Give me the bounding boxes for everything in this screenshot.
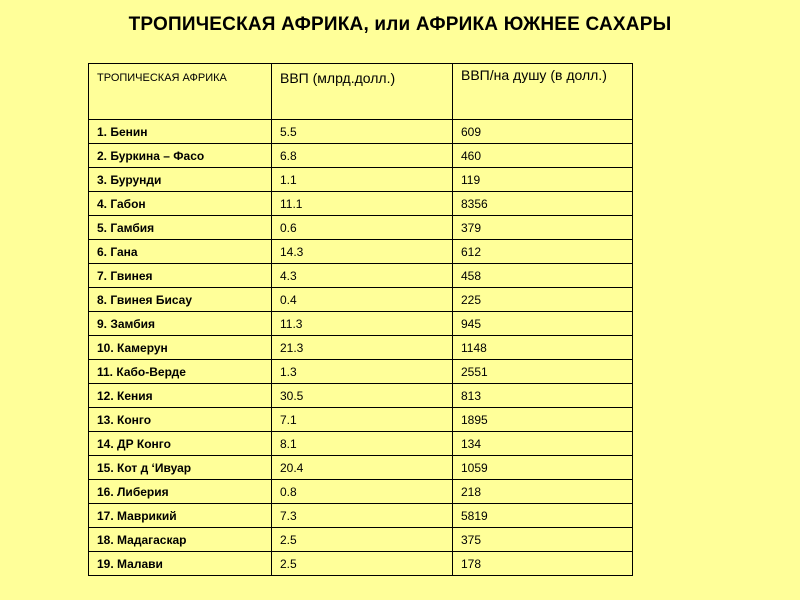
gdp-per-capita-cell: 8356 (453, 192, 633, 216)
table-row (89, 216, 633, 240)
gdp-per-capita-cell: 945 (453, 312, 633, 336)
country-cell: 16. Либерия (89, 480, 272, 504)
table-row (89, 360, 633, 384)
gdp-per-capita-cell: 178 (453, 552, 633, 576)
gdp-per-capita-cell: 225 (453, 288, 633, 312)
table-row (89, 456, 633, 480)
country-cell: 19. Малави (89, 552, 272, 576)
gdp-per-capita-cell: 218 (453, 480, 633, 504)
header-gdp-per-capita: ВВП/на душу (в долл.) (453, 64, 633, 120)
gdp-per-capita-cell: 612 (453, 240, 633, 264)
table-row (89, 504, 633, 528)
table-body (89, 120, 633, 576)
table-row (89, 288, 633, 312)
gdp-per-capita-cell: 609 (453, 120, 633, 144)
table-row (89, 432, 633, 456)
gdp-cell: 1.3 (272, 360, 453, 384)
country-cell: 9. Замбия (89, 312, 272, 336)
gdp-per-capita-cell: 134 (453, 432, 633, 456)
slide-title: ТРОПИЧЕСКАЯ АФРИКА, или АФРИКА ЮЖНЕЕ САХАРЫ (128, 14, 672, 35)
header-gdp: ВВП (млрд.долл.) (272, 64, 453, 120)
table-row (89, 552, 633, 576)
country-cell: 15. Кот д ‘Ивуар (89, 456, 272, 480)
country-cell: 18. Мадагаскар (89, 528, 272, 552)
gdp-cell: 2.5 (272, 528, 453, 552)
country-cell: 1. Бенин (89, 120, 272, 144)
gdp-cell: 8.1 (272, 432, 453, 456)
country-cell: 17. Маврикий (89, 504, 272, 528)
table-row (89, 384, 633, 408)
table-row (89, 312, 633, 336)
gdp-cell: 4.3 (272, 264, 453, 288)
gdp-per-capita-cell: 119 (453, 168, 633, 192)
table-row (89, 264, 633, 288)
country-cell: 12. Кения (89, 384, 272, 408)
gdp-cell: 6.8 (272, 144, 453, 168)
country-cell: 5. Гамбия (89, 216, 272, 240)
gdp-per-capita-cell: 813 (453, 384, 633, 408)
table-row (89, 168, 633, 192)
gdp-cell: 1.1 (272, 168, 453, 192)
country-cell: 8. Гвинея Бисау (89, 288, 272, 312)
country-cell: 3. Бурунди (89, 168, 272, 192)
gdp-cell: 14.3 (272, 240, 453, 264)
country-cell: 4. Габон (89, 192, 272, 216)
gdp-cell: 11.3 (272, 312, 453, 336)
gdp-cell: 5.5 (272, 120, 453, 144)
gdp-cell: 11.1 (272, 192, 453, 216)
country-cell: 6. Гана (89, 240, 272, 264)
country-cell: 11. Кабо-Верде (89, 360, 272, 384)
country-cell: 2. Буркина – Фасо (89, 144, 272, 168)
gdp-per-capita-cell: 458 (453, 264, 633, 288)
table-row (89, 120, 633, 144)
table-row (89, 192, 633, 216)
gdp-cell: 7.1 (272, 408, 453, 432)
country-cell: 10. Камерун (89, 336, 272, 360)
table-row (89, 144, 633, 168)
table-row (89, 336, 633, 360)
table-row (89, 480, 633, 504)
gdp-table (88, 63, 633, 576)
table-row (89, 240, 633, 264)
gdp-cell: 7.3 (272, 504, 453, 528)
gdp-per-capita-cell: 1148 (453, 336, 633, 360)
gdp-per-capita-cell: 2551 (453, 360, 633, 384)
gdp-cell: 2.5 (272, 552, 453, 576)
gdp-per-capita-cell: 1895 (453, 408, 633, 432)
table-row (89, 408, 633, 432)
gdp-cell: 0.4 (272, 288, 453, 312)
gdp-cell: 21.3 (272, 336, 453, 360)
gdp-per-capita-cell: 379 (453, 216, 633, 240)
table-header-row (89, 64, 633, 120)
country-cell: 14. ДР Конго (89, 432, 272, 456)
table-row (89, 528, 633, 552)
gdp-per-capita-cell: 1059 (453, 456, 633, 480)
gdp-per-capita-cell: 460 (453, 144, 633, 168)
gdp-per-capita-cell: 5819 (453, 504, 633, 528)
gdp-cell: 0.8 (272, 480, 453, 504)
gdp-cell: 30.5 (272, 384, 453, 408)
header-country: ТРОПИЧЕСКАЯ АФРИКА (89, 64, 272, 120)
gdp-cell: 0.6 (272, 216, 453, 240)
country-cell: 13. Конго (89, 408, 272, 432)
gdp-per-capita-cell: 375 (453, 528, 633, 552)
gdp-cell: 20.4 (272, 456, 453, 480)
country-cell: 7. Гвинея (89, 264, 272, 288)
